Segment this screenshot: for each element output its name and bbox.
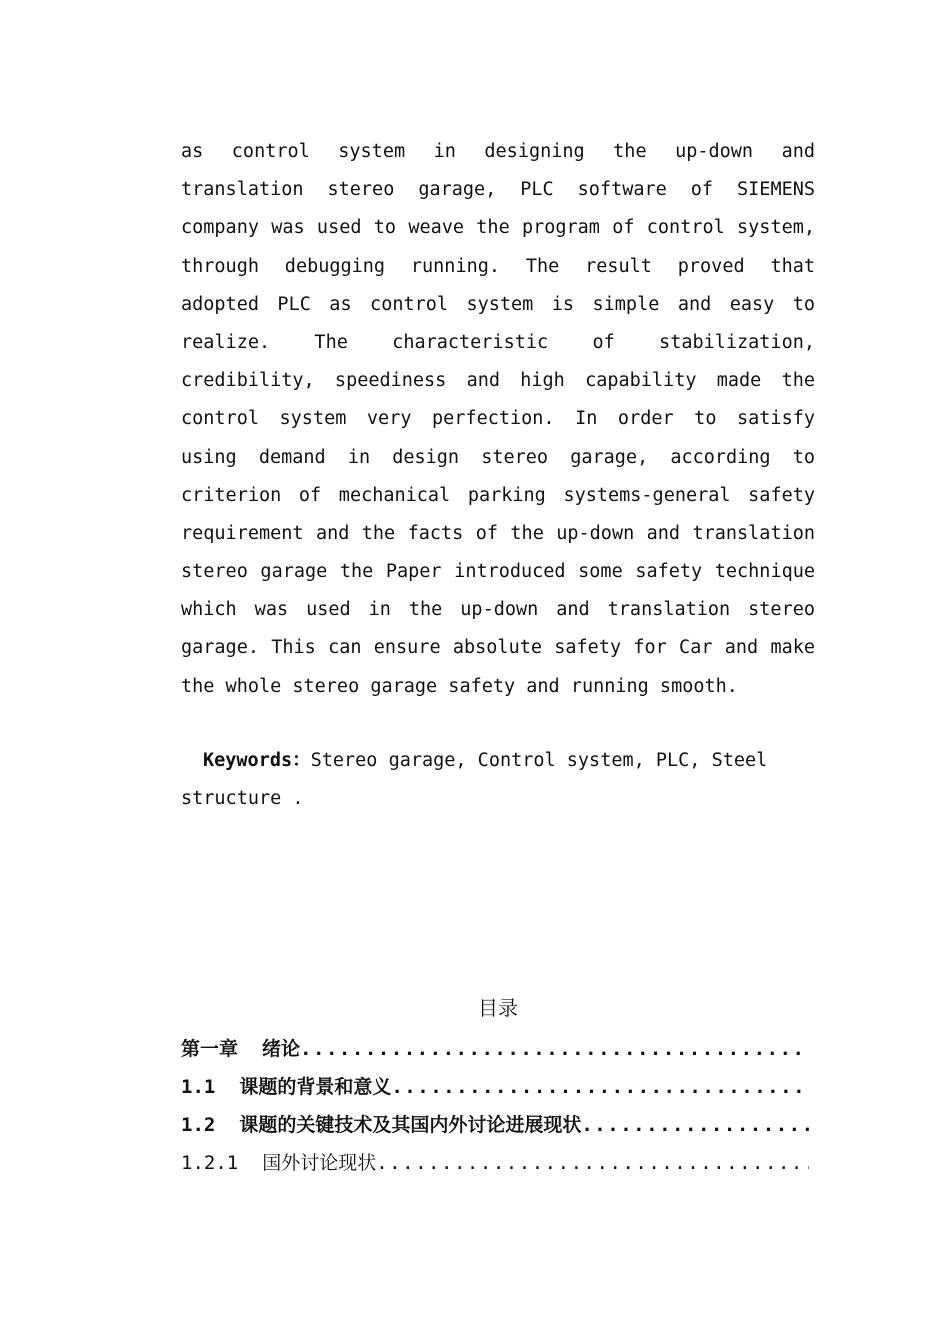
abstract-line: adopted PLC as control system is simple and easy to	[181, 293, 815, 315]
toc-entry-title: 课题的关键技术及其国内外讨论进展现状	[239, 1114, 582, 1136]
keywords-section	[181, 742, 815, 818]
keywords-label: Keywords：	[203, 750, 311, 771]
abstract-body	[181, 133, 815, 706]
abstract-line: requirement and the facts of the up-down and translation	[181, 522, 815, 544]
abstract-line: control system very perfection. In order to satisfy	[181, 408, 815, 430]
abstract-line: garage. This can ensure absolute safety for Car and make	[181, 637, 815, 659]
abstract-line: criterion of mechanical parking systems-general safety	[181, 484, 815, 506]
toc-entry[interactable]	[181, 1106, 809, 1144]
abstract-line: translation stereo garage, PLC software of SIEMENS	[181, 179, 815, 201]
abstract-line: using demand in design stereo garage, according to	[181, 446, 815, 468]
toc-entry[interactable]	[181, 1068, 809, 1106]
abstract-line: as control system in designing the up-down and	[181, 141, 815, 162]
toc-entry[interactable]	[181, 1144, 809, 1182]
keywords-line-1	[181, 742, 815, 780]
toc-entry-number: 1.1	[181, 1076, 216, 1098]
toc-dot-leader	[376, 1144, 809, 1182]
toc-dot-leader	[300, 1030, 809, 1068]
keywords-line-2: structure .	[181, 788, 304, 810]
abstract-line: stereo garage the Paper introduced some safety technique	[181, 561, 815, 583]
toc-entry-title: 国外讨论现状	[262, 1152, 377, 1174]
toc-entry-number: 1.2.1	[181, 1152, 239, 1174]
toc-entry[interactable]	[181, 1030, 809, 1068]
abstract-line: credibility, speediness and high capability made the	[181, 370, 815, 392]
keywords-text: Stereo garage, Control system, PLC, Steel	[310, 750, 768, 771]
abstract-line: the whole stereo garage safety and running smooth.	[181, 675, 738, 697]
table-of-contents	[181, 1030, 809, 1182]
toc-entry-number: 第一章	[181, 1038, 239, 1060]
toc-dot-leader	[581, 1106, 809, 1144]
abstract-line: company was used to weave the program of control system,	[181, 217, 815, 239]
toc-title: 目录	[478, 996, 518, 1020]
abstract-line: through debugging running. The result proved that	[181, 255, 815, 277]
toc-entry-number: 1.2	[181, 1114, 216, 1136]
toc-entry-title: 绪论	[262, 1038, 301, 1060]
toc-entry-title: 课题的背景和意义	[239, 1076, 392, 1098]
toc-dot-leader	[391, 1068, 809, 1106]
abstract-line: which was used in the up-down and translation stereo	[181, 599, 815, 621]
abstract-line: realize. The characteristic of stabilization,	[181, 331, 815, 353]
